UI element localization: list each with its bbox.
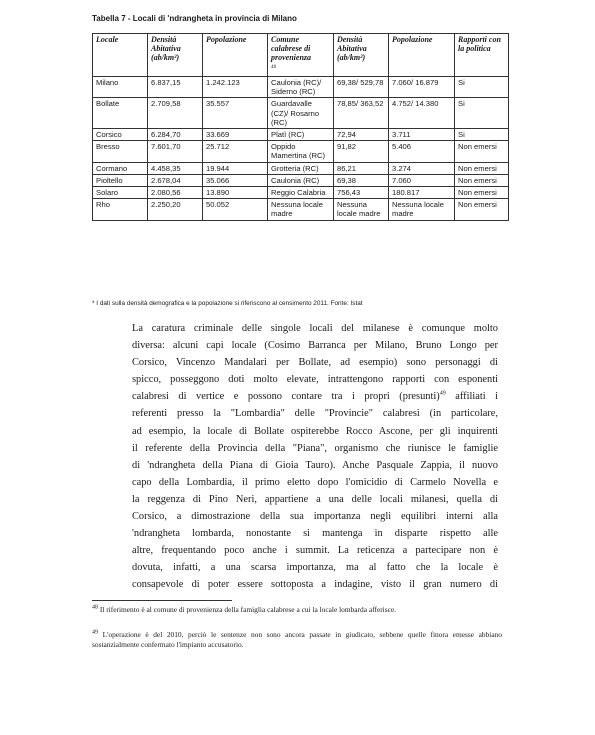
cell-densita2: 756,43 bbox=[334, 187, 389, 199]
footnote-49-text: L'operazione è del 2010, perciò le sentenze non sono ancora passate in giudicato, sebbene quelle finora emesse abbiano sostanzialmente confermato l'impianto accusatorio. bbox=[92, 630, 502, 650]
cell-popolazione: 1.242.123 bbox=[203, 77, 268, 98]
table-title: Tabella 7 - Locali di 'ndrangheta in provincia di Milano bbox=[92, 14, 297, 23]
cell-popolazione2: 180.817 bbox=[389, 187, 455, 199]
body-line: dovuta, infatti, a una scarsa importanza, ma al fatto che la locale è bbox=[132, 562, 498, 574]
header-densita: Densità Abitativa (ab/km²) bbox=[148, 34, 203, 77]
cell-densita2: 69,38 bbox=[334, 174, 389, 186]
cell-popolazione2: 7.060 bbox=[389, 174, 455, 186]
cell-densita2: Nessuna locale madre bbox=[334, 199, 389, 220]
cell-comune: Reggio Calabria bbox=[268, 187, 334, 199]
body-line: altre, frequentando poco anche i summit. La reticenza a partecipare non è bbox=[132, 545, 498, 557]
cell-popolazione2: 7.060/ 16.879 bbox=[389, 77, 455, 98]
cell-popolazione2: 3.711 bbox=[389, 129, 455, 141]
cell-densita2: 78,85/ 363,52 bbox=[334, 98, 389, 129]
cell-popolazione: 25.712 bbox=[203, 141, 268, 162]
table-row bbox=[93, 141, 509, 162]
cell-densita: 2.250,20 bbox=[148, 199, 203, 220]
cell-rapporti: Si bbox=[455, 129, 509, 141]
table-row bbox=[93, 199, 509, 220]
cell-densita: 2.709,58 bbox=[148, 98, 203, 129]
cell-popolazione2: 3.274 bbox=[389, 162, 455, 174]
body-line: diversa: alcuni capi locale (Cosimo Barranca per Milano, Bruno Longo per bbox=[132, 340, 498, 352]
table-body bbox=[93, 77, 509, 221]
footnote-48-mark: 48 bbox=[92, 604, 98, 611]
body-line: di 'ndrangheta della Piana di Gioia Tauro). Anche Pasquale Zappia, il nuovo bbox=[132, 459, 498, 471]
header-locale: Locale bbox=[93, 34, 148, 77]
table-header-row bbox=[93, 34, 509, 77]
cell-locale: Bollate bbox=[93, 98, 148, 129]
cell-locale: Solaro bbox=[93, 187, 148, 199]
cell-densita: 6.837,15 bbox=[148, 77, 203, 98]
table-row bbox=[93, 98, 509, 129]
cell-densita: 2.080,56 bbox=[148, 187, 203, 199]
cell-densita2: 72,94 bbox=[334, 129, 389, 141]
body-line: il referente della Provincia della "Piana", organismo che riunisce le famiglie bbox=[132, 442, 498, 454]
body-paragraph bbox=[132, 320, 498, 594]
cell-densita: 2.678,04 bbox=[148, 174, 203, 186]
table-row bbox=[93, 174, 509, 186]
table-row bbox=[93, 129, 509, 141]
cell-comune: Guardavalle (CZ)/ Rosarno (RC) bbox=[268, 98, 334, 129]
footnote-48 bbox=[92, 605, 502, 615]
cell-densita2: 86,21 bbox=[334, 162, 389, 174]
cell-locale: Cormano bbox=[93, 162, 148, 174]
table-row bbox=[93, 77, 509, 98]
cell-densita: 4.458,35 bbox=[148, 162, 203, 174]
body-line: 'ndrangheta lombarda, nonostante si mantenga in disparte rispetto alle bbox=[132, 528, 498, 540]
body-line-text: calabresi di vertice e possono contare tra i propri (presunti) bbox=[132, 391, 440, 403]
cell-rapporti: Non emersi bbox=[455, 162, 509, 174]
body-line: la reggenza di Pino Neri, appartiene a una delle locali milanesi, quella di bbox=[132, 493, 498, 505]
cell-comune: Caulonia (RC) bbox=[268, 174, 334, 186]
cell-comune: Platì (RC) bbox=[268, 129, 334, 141]
cell-comune: Grotteria (RC) bbox=[268, 162, 334, 174]
body-line-with-footnote bbox=[132, 388, 498, 405]
header-popolazione: Popolazione bbox=[203, 34, 268, 77]
body-line: Corsico, a dimostrazione della sua importanza negli equilibri interni alla bbox=[132, 511, 498, 523]
header-popolazione-provenienza: Popolazione bbox=[389, 34, 455, 77]
cell-densita2: 69,38/ 529,78 bbox=[334, 77, 389, 98]
cell-locale: Pioltello bbox=[93, 174, 148, 186]
cell-popolazione: 35.557 bbox=[203, 98, 268, 129]
footnote-ref-49: 49 bbox=[439, 390, 446, 397]
cell-popolazione: 50.052 bbox=[203, 199, 268, 220]
locali-table bbox=[92, 33, 509, 221]
cell-popolazione: 13.890 bbox=[203, 187, 268, 199]
header-rapporti: Rapporti con la politica bbox=[455, 34, 509, 77]
body-line: referenti presso la "Lombardia" delle "Provincie" calabresi (in particolare, bbox=[132, 408, 498, 420]
cell-comune: Caulonia (RC)/ Siderno (RC) bbox=[268, 77, 334, 98]
header-comune bbox=[268, 34, 334, 77]
cell-densita: 6.284,70 bbox=[148, 129, 203, 141]
body-line-tail: affiliati i bbox=[455, 391, 499, 403]
cell-rapporti: Non emersi bbox=[455, 187, 509, 199]
footnote-48-text: Il riferimento è al comune di provenienza della famiglia calabrese a cui la locale lombarda afferisce. bbox=[99, 605, 397, 614]
table-row bbox=[93, 187, 509, 199]
cell-locale: Bresso bbox=[93, 141, 148, 162]
body-line: Corsico, Vincenzo Mandalari per Bollate, ad esempio) sono personaggi di bbox=[132, 357, 498, 369]
body-line: La caratura criminale delle singole locali del milanese è comunque molto bbox=[132, 323, 498, 334]
cell-locale: Rho bbox=[93, 199, 148, 220]
cell-rapporti: Non emersi bbox=[455, 199, 509, 220]
table-note: * I dati sulla densità demografica e la popolazione si riferiscono al censimento 2011. Fonte: Istat bbox=[92, 300, 363, 307]
cell-densita: 7.601,70 bbox=[148, 141, 203, 162]
footnote-49 bbox=[92, 630, 502, 650]
cell-popolazione2: Nessuna locale madre bbox=[389, 199, 455, 220]
cell-comune: Oppido Mamertina (RC) bbox=[268, 141, 334, 162]
cell-locale: Corsico bbox=[93, 129, 148, 141]
footnote-divider bbox=[92, 600, 232, 601]
body-line: spicco, posseggono doti molto elevate, intrattengono rapporti con esponenti bbox=[132, 374, 498, 386]
header-densita-provenienza: Densità Abitativa (ab/km²) bbox=[334, 34, 389, 77]
cell-popolazione: 19.944 bbox=[203, 162, 268, 174]
cell-rapporti: Non emersi bbox=[455, 141, 509, 162]
cell-comune: Nessuna locale madre bbox=[268, 199, 334, 220]
cell-densita2: 91,82 bbox=[334, 141, 389, 162]
table-row bbox=[93, 162, 509, 174]
cell-popolazione2: 4.752/ 14.380 bbox=[389, 98, 455, 129]
cell-popolazione2: 5.406 bbox=[389, 141, 455, 162]
header-comune-footnote: 48 bbox=[271, 64, 276, 70]
body-line: consapevole di poter essere sottoposta a indagine, visto il gran numero di bbox=[132, 579, 498, 591]
cell-rapporti: Non emersi bbox=[455, 174, 509, 186]
body-line: capo della Lombardia, il primo eletto dopo l'omicidio di Carmelo Novella e bbox=[132, 476, 498, 488]
cell-popolazione: 35.066 bbox=[203, 174, 268, 186]
footnote-49-mark: 49 bbox=[92, 629, 98, 636]
cell-rapporti: Si bbox=[455, 77, 509, 98]
cell-locale: Milano bbox=[93, 77, 148, 98]
header-comune-label: Comune calabrese di provenienza bbox=[271, 35, 311, 63]
cell-popolazione: 33.669 bbox=[203, 129, 268, 141]
cell-rapporti: Si bbox=[455, 98, 509, 129]
body-line: ad esempio, la locale di Bollate ospiterebbe Rocco Ascone, per gli inquirenti bbox=[132, 425, 498, 437]
